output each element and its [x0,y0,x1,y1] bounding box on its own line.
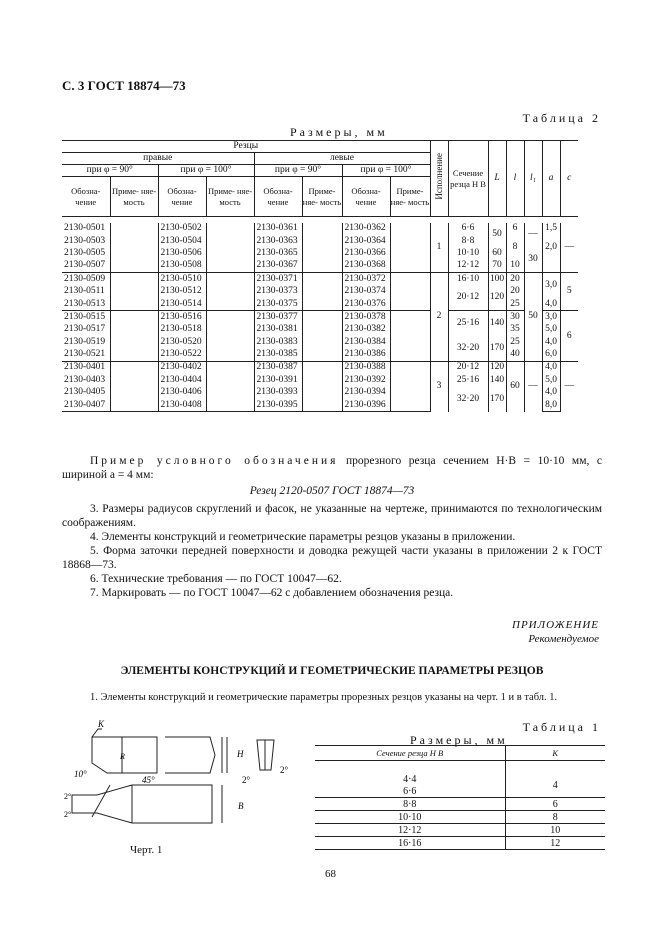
isp-cell: 1 [430,223,448,273]
table1-caption: Таблица 1 [522,720,601,734]
head-pravye: правые [62,153,254,165]
table1 [315,745,605,850]
head-oboz: Обозна- чение [342,177,390,217]
head-oboz: Обозна- чение [254,177,302,217]
table-row: 2130-0511 2130-0512 2130-0373 2130-0374 20·12 120 20 [62,285,578,297]
head-prim: Приме- няе- мость [390,177,430,217]
page-header: С. 3 ГОСТ 18874—73 [62,78,186,93]
table-row: 2130-0519 2130-0520 2130-0383 2130-0384 32·20 170 25 4,0 [62,336,578,348]
label-2a: 2° [242,775,251,785]
label-angle10: 10° [74,769,87,779]
item-5: 5. Форма заточки передней поверхности и доводка режущей части указаны в приложении 2 к ГОСТ 18868—73. [62,545,602,571]
head-oboz: Обозна- чение [158,177,206,217]
label-k: K [98,719,105,729]
t1-head-sech: Сечение резца H B [315,746,505,761]
appendix-label [512,618,599,646]
label-h: H [237,749,244,759]
table-row: 12·12 10 [315,824,605,837]
head-r-phi100: при φ = 100° [158,165,254,177]
table-row: 2130-0507 2130-0508 2130-0367 2130-0368 12·12 70 10 [62,260,578,273]
table-row: 2130-0505 2130-0506 2130-0365 2130-0366 10·10 60 30 [62,247,578,259]
label-b: B [238,801,244,811]
table2 [62,140,578,412]
table-row: 2130-0503 2130-0504 2130-0363 2130-0364 8·8 8 2,0 [62,235,578,247]
head-sechenie: Сечение резца H B [448,141,488,217]
item-7: 7. Маркировать — по ГОСТ 10047—62 с добавлением обозначения резца. [90,587,454,599]
head-levye: левые [254,153,430,165]
head-prim: Приме- няе- мость [302,177,342,217]
item-4: 4. Элементы конструкций и геометрические параметры резцов указаны в приложении. [90,531,516,543]
item-6: 6. Технические требования — по ГОСТ 10047—62. [90,573,342,585]
head-ispolnenie: Исполнение [430,141,448,217]
head-rezcy: Резцы [62,141,430,153]
head-prim: Приме- няе- мость [110,177,158,217]
label-45: 45° [142,775,155,785]
section-paragraph: 1. Элементы конструкций и геометрические параметры прорезных резцов указаны на черт. 1 и в табл. 1. [90,692,558,703]
head-L: L [488,141,506,217]
table-row: 2130-0515 2130-0516 2130-0377 2130-0378 25·16 140 30 3,0 6 [62,311,578,324]
table-row: 2130-0513 2130-0514 2130-0375 2130-0376 25 4,0 [62,298,578,311]
head-l1: l₁ [524,141,542,217]
table-row: 2130-0405 2130-0406 2130-0393 2130-0394 32·20 170 4,0 [62,387,578,399]
table-row: 4·4 4 [315,773,605,785]
page-number: 68 [325,868,336,880]
t1-head-k: K [505,746,605,761]
head-a: a [542,141,560,217]
table-row: 2130-0401 2130-0402 2130-0387 2130-0388 3 20·12 120 60 — 4,0 — [62,361,578,374]
table1-subtitle: Размеры, мм [410,733,508,747]
table-row: 16·16 12 [315,837,605,850]
figure-caption: Черт. 1 [130,844,163,856]
table2-subtitle: Размеры, мм [290,125,388,139]
table-row: 2130-0407 2130-0408 2130-0395 2130-0396 8,0 [62,399,578,412]
head-oboz: Обозна- чение [62,177,110,217]
table-row: 2130-0521 2130-0522 2130-0385 2130-0386 40 6,0 [62,348,578,361]
table-row: 8·8 6 [315,798,605,811]
example-paragraph: Пример условного обозначения прорезного резца сечением H·B = 10·10 мм, с шириной a = 4 мм: [62,455,602,481]
label-2b: 2° [280,765,289,775]
head-prim: Приме- няе- мость [206,177,254,217]
table-row: 2130-0509 2130-0510 2130-0371 2130-0372 2 16·10 100 20 50 3,0 5 [62,273,578,286]
table-row: 2130-0403 2130-0404 2130-0391 2130-0392 25·16 140 5,0 [62,374,578,386]
table-row: 10·10 8 [315,811,605,824]
appendix-title: ПРИЛОЖЕНИЕ [512,619,599,631]
appendix-sub: Рекомендуемое [528,633,599,645]
example-code: Резец 2120-0507 ГОСТ 18874—73 [249,485,415,497]
head-c: c [560,141,578,217]
item-3: 3. Размеры радиусов скруглений и фасок, не указанные на чертеже, принимаются по технологическим соображениям. [62,503,602,529]
table-row: 6·6 [403,785,417,797]
label-s2a: 2° [64,792,72,801]
head-l-phi90: при φ = 90° [254,165,342,177]
section-title: ЭЛЕМЕНТЫ КОНСТРУКЦИЙ И ГЕОМЕТРИЧЕСКИЕ ПАРАМЕТРЫ РЕЗЦОВ [120,665,544,677]
table-row: 2130-0517 2130-0518 2130-0381 2130-0382 35 5,0 [62,324,578,336]
head-r-phi90: при φ = 90° [62,165,158,177]
head-l-phi100: при φ = 100° [342,165,430,177]
tool-drawing [62,715,302,843]
table2-caption: Таблица 2 [522,111,601,125]
label-s2b: 2° [64,810,72,819]
table-row: 2130-0501 2130-0502 2130-0361 2130-0362 1 6·6 50 6 — 1,5 — [62,223,578,235]
label-r: R [120,752,125,761]
head-l: l [506,141,524,217]
